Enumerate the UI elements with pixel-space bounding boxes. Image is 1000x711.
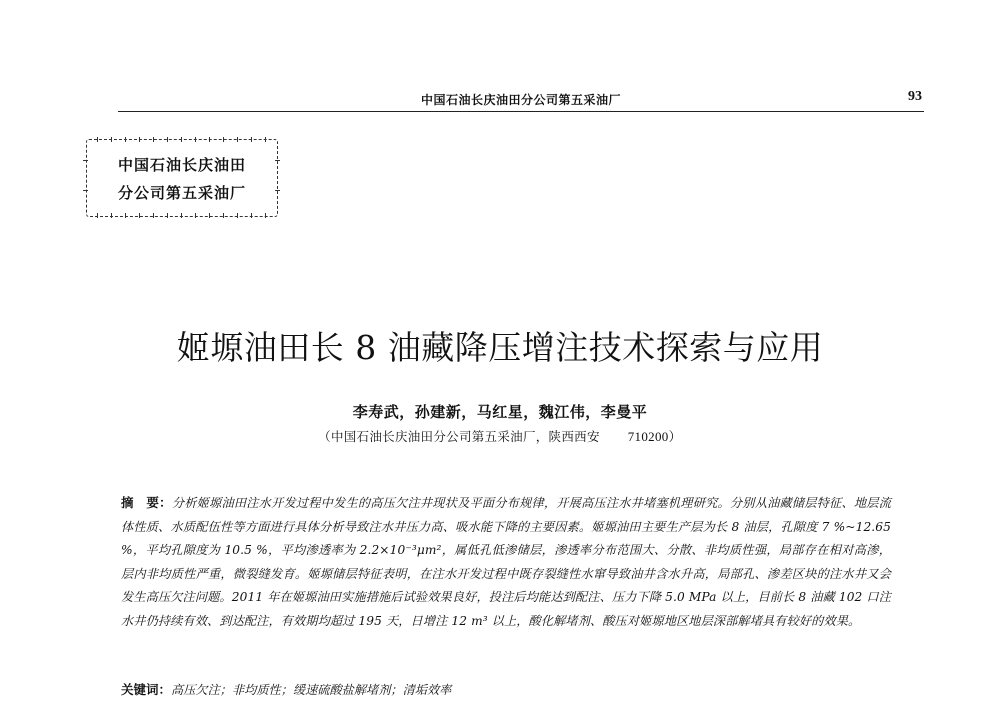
stamp-tick <box>83 190 88 191</box>
stamp-tick <box>275 160 280 161</box>
abstract <box>121 491 891 634</box>
page-number: 93 <box>908 89 922 104</box>
stamp-tick <box>181 213 182 218</box>
organization-stamp <box>86 139 278 217</box>
stamp-tick <box>265 213 266 218</box>
stamp-tick <box>237 137 238 142</box>
stamp-tick <box>167 213 168 218</box>
stamp-tick <box>209 137 210 142</box>
stamp-tick <box>223 137 224 142</box>
stamp-tick <box>83 160 88 161</box>
stamp-tick <box>111 137 112 142</box>
article-authors: 李寿武，孙建新，马红星，魏江伟，李曼平 <box>352 403 648 421</box>
abstract-text: 分析姬塬油田注水开发过程中发生的高压欠注井现状及平面分布规律，开展高压注水井堵塞机理研究。分别从油藏储层特征、地层流体性质、水质配伍性等方面进行具体分析导致注水井压力高、吸水能下降的主要因素。姬塬油田主要生产层为长 8 油层，孔隙度 7 %~12.65 %，平均孔隙度为 10.5 %，平均渗透率为 2.2×10⁻³μm²，属低孔低渗储层，渗透率分布范围大、分散、非均质性强，局部存在相对高渗，层内非均质性严重，微裂缝发育。姬塬储层特征表明，在注水开发过程中既存裂缝性水窜导致油井含水升高，局部孔、渗差区块的注水井又会发生高压欠注问题。2011 年在姬塬油田实施措施后试验效果良好，投注后均能达到配注、压力下降 5.0 MPa 以上，目前长 8 油藏 102 口注水井仍持续有效、到达配注，有效期均超过 195 天，日增注 12 m³ 以上，酸化解堵剂、酸压对姬塬地区地层深部解堵具有较好的效果。 <box>121 496 891 628</box>
stamp-tick <box>167 137 168 142</box>
stamp-tick <box>195 213 196 218</box>
stamp-tick <box>195 137 196 142</box>
stamp-tick <box>139 137 140 142</box>
stamp-tick <box>275 190 280 191</box>
postal-code: 710200） <box>627 429 682 444</box>
keywords-label: 关键词： <box>121 682 172 697</box>
abstract-label: 摘 要： <box>121 495 172 510</box>
keywords-text: 高压欠注；非均质性；缓速硫酸盐解堵剂；清垢效率 <box>171 683 452 697</box>
stamp-tick <box>237 213 238 218</box>
stamp-tick <box>251 213 252 218</box>
stamp-tick <box>251 137 252 142</box>
article-affiliation <box>0 426 1000 445</box>
affiliation-text: （中国石油长庆油田分公司第五采油厂，陕西西安 <box>318 429 600 444</box>
running-header <box>118 89 924 112</box>
stamp-tick <box>125 137 126 142</box>
stamp-tick <box>223 213 224 218</box>
stamp-tick <box>181 137 182 142</box>
stamp-tick <box>97 137 98 142</box>
stamp-tick <box>153 213 154 218</box>
stamp-tick <box>125 213 126 218</box>
stamp-tick <box>139 213 140 218</box>
stamp-tick <box>97 213 98 218</box>
stamp-tick <box>209 213 210 218</box>
stamp-tick <box>265 137 266 142</box>
header-organization: 中国石油长庆油田分公司第五采油厂 <box>420 93 621 107</box>
stamp-line-2: 分公司第五采油厂 <box>117 184 246 202</box>
keywords <box>121 680 891 698</box>
stamp-tick <box>153 137 154 142</box>
article-title: 姬塬油田长 8 油藏降压增注技术探索与应用 <box>176 328 824 367</box>
stamp-line-1: 中国石油长庆油田 <box>117 156 246 174</box>
stamp-tick <box>111 213 112 218</box>
